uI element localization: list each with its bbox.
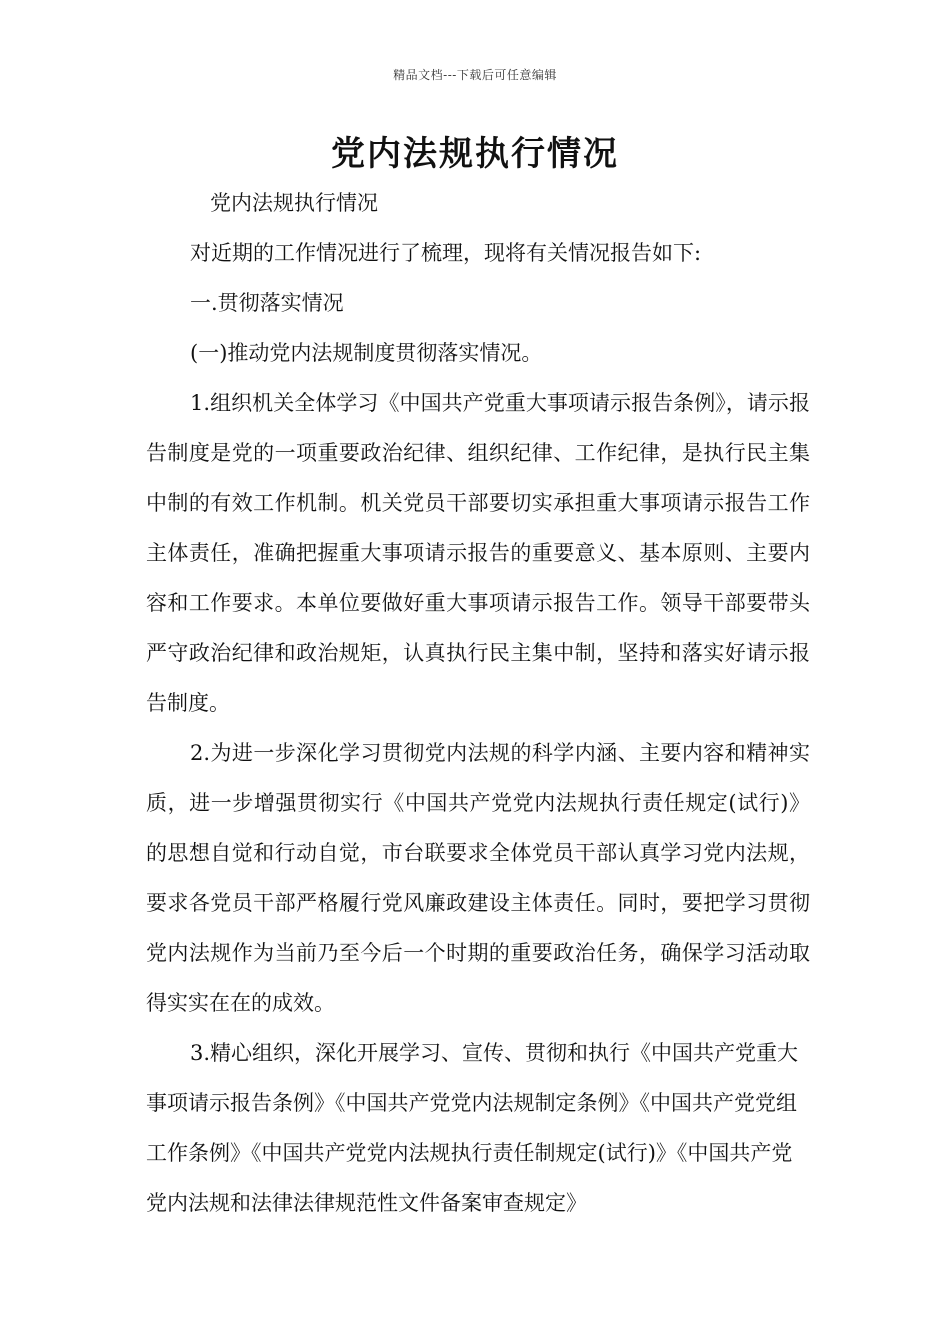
document-body	[146, 178, 810, 1228]
header-note: 精品文档---下载后可任意编辑	[393, 68, 557, 82]
item-3-paragraph: 3.精心组织，深化开展学习、宣传、贯彻和执行《中国共产党重大事项请示报告条例》《中国共产党党内法规制定条例》《中国共产党党组工作条例》《中国共产党党内法规执行责任制规定(试行)》《中国共产党党内法规和法律法律规范性文件备案审查规定》	[146, 1041, 799, 1215]
document-subtitle: 党内法规执行情况	[210, 191, 378, 215]
document-title: 党内法规执行情况	[331, 134, 619, 174]
item-2-paragraph: 2.为进一步深化学习贯彻党内法规的科学内涵、主要内容和精神实质，进一步增强贯彻实行《中国共产党党内法规执行责任规定(试行)》的思想自觉和行动自觉，市台联要求全体党员干部认真学习党内法规，要求各党员干部严格履行党风廉政建设主体责任。同时，要把学习贯彻党内法规作为当前乃至今后一个时期的重要政治任务，确保学习活动取得实实在在的成效。	[146, 741, 810, 1015]
section-1-heading: 一.贯彻落实情况	[190, 291, 344, 315]
item-1-paragraph: 1.组织机关全体学习《中国共产党重大事项请示报告条例》，请示报告制度是党的一项重要政治纪律、组织纪律、工作纪律，是执行民主集中制的有效工作机制。机关党员干部要切实承担重大事项请示报告工作主体责任，准确把握重大事项请示报告的重要意义、基本原则、主要内容和工作要求。本单位要做好重大事项请示报告工作。领导干部要带头严守政治纪律和政治规矩，认真执行民主集中制，坚持和落实好请示报告制度。	[146, 391, 810, 715]
subsection-1-heading: (一)推动党内法规制度贯彻落实情况。	[190, 341, 543, 365]
intro-paragraph: 对近期的工作情况进行了梳理，现将有关情况报告如下:	[190, 241, 702, 265]
